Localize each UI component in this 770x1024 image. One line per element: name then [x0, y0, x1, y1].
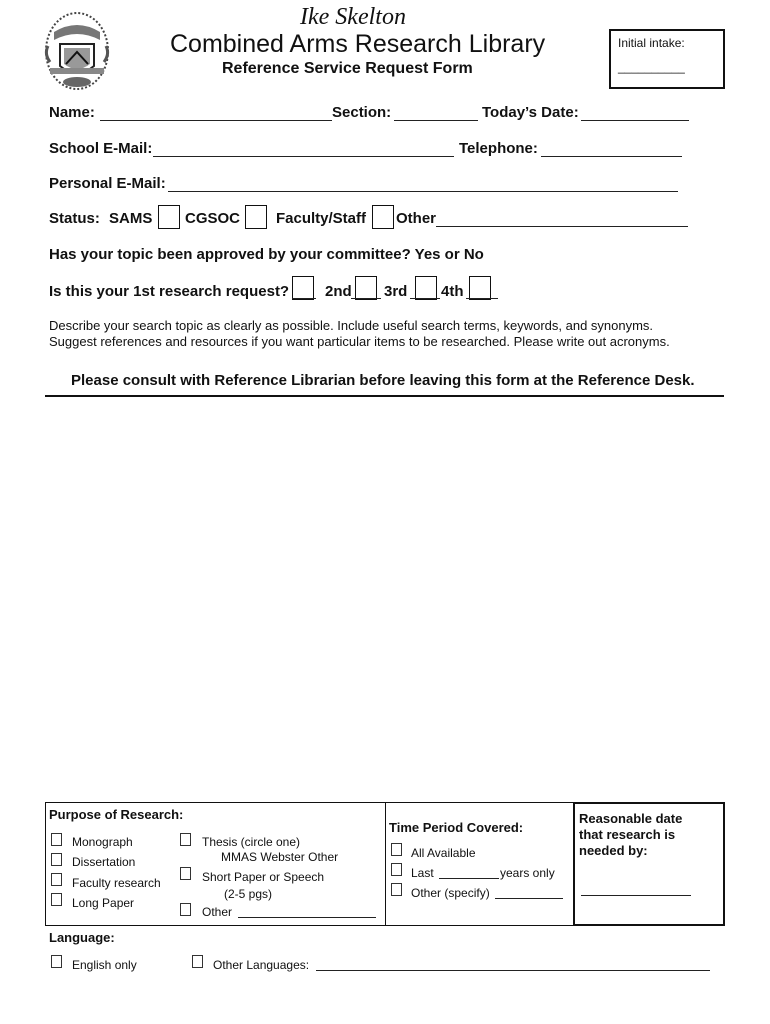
all-available-checkbox[interactable] — [391, 843, 402, 856]
status-faculty-label: Faculty/Staff — [276, 210, 367, 227]
long-paper-label: Long Paper — [72, 896, 135, 910]
personal-email-field[interactable] — [168, 191, 678, 192]
purpose-heading: Purpose of Research: — [49, 807, 184, 822]
status-label: Status: — [49, 210, 100, 227]
fourth-request-underline — [466, 298, 498, 299]
last-years-field[interactable] — [439, 878, 499, 879]
third-request-underline — [410, 298, 440, 299]
english-only-checkbox[interactable] — [51, 955, 62, 968]
first-request-underline — [292, 298, 316, 299]
status-other-label: Other — [396, 210, 437, 227]
date-needed-field[interactable] — [581, 895, 691, 896]
script-title: Ike Skelton — [300, 4, 406, 30]
instructions-line-2: Suggest references and resources if you want particular items to be researched. Please write out acronyms. — [49, 334, 670, 349]
todays-date-label: Today’s Date: — [482, 104, 579, 121]
time-other-label: Other (specify) — [411, 886, 490, 900]
second-request-checkbox[interactable] — [355, 276, 377, 300]
faculty-research-checkbox[interactable] — [51, 873, 62, 886]
third-request-checkbox[interactable] — [415, 276, 437, 300]
intake-label: Initial intake: — [618, 36, 685, 50]
section-label: Section: — [332, 104, 392, 121]
status-faculty-checkbox[interactable] — [372, 205, 394, 229]
status-other-field[interactable] — [436, 226, 688, 227]
approved-question: Has your topic been approved by your committee? Yes or No — [49, 246, 484, 263]
name-label: Name: — [49, 104, 95, 121]
second-request-underline — [351, 298, 381, 299]
short-paper-pages: (2-5 pgs) — [224, 887, 273, 901]
status-cgsoc-checkbox[interactable] — [245, 205, 267, 229]
consult-notice: Please consult with Reference Librarian before leaving this form at the Reference Desk. — [71, 372, 695, 389]
fourth-label: 4th — [441, 283, 464, 300]
date-needed-heading-3: needed by: — [579, 843, 648, 858]
library-name: Combined Arms Research Library — [170, 30, 546, 58]
library-seal-logo — [42, 10, 112, 92]
monograph-checkbox[interactable] — [51, 833, 62, 846]
all-available-label: All Available — [411, 846, 476, 860]
school-email-field[interactable] — [153, 156, 454, 157]
first-request-checkbox[interactable] — [292, 276, 314, 300]
date-needed-heading-1: Reasonable date — [579, 811, 683, 826]
other-languages-checkbox[interactable] — [192, 955, 203, 968]
english-only-label: English only — [72, 958, 137, 972]
topic-divider — [45, 395, 724, 397]
topic-description-area[interactable] — [45, 398, 724, 798]
other-languages-label: Other Languages: — [213, 958, 310, 972]
purpose-other-field[interactable] — [238, 917, 376, 918]
second-label: 2nd — [325, 283, 352, 300]
last-years-checkbox[interactable] — [391, 863, 402, 876]
language-heading: Language: — [49, 930, 115, 945]
dissertation-checkbox[interactable] — [51, 853, 62, 866]
long-paper-checkbox[interactable] — [51, 893, 62, 906]
time-period-heading: Time Period Covered: — [389, 820, 524, 835]
short-paper-checkbox[interactable] — [180, 867, 191, 880]
telephone-label: Telephone: — [459, 140, 538, 157]
last-years-suffix: years only — [500, 866, 555, 880]
status-sams-checkbox[interactable] — [158, 205, 180, 229]
monograph-label: Monograph — [72, 835, 133, 849]
status-sams-label: SAMS — [109, 210, 153, 227]
time-other-field[interactable] — [495, 898, 563, 899]
purpose-other-label: Other — [202, 905, 233, 919]
telephone-field[interactable] — [541, 156, 682, 157]
personal-email-label: Personal E-Mail: — [49, 175, 166, 192]
other-languages-field[interactable] — [316, 970, 710, 971]
fourth-request-checkbox[interactable] — [469, 276, 491, 300]
thesis-label: Thesis (circle one) — [202, 835, 301, 849]
instructions-line-1: Describe your search topic as clearly as possible. Include useful search terms, keywords, and synonyms. — [49, 318, 654, 333]
date-needed-heading-2: that research is — [579, 827, 676, 842]
thesis-options[interactable]: MMAS Webster Other — [221, 850, 339, 864]
school-email-label: School E-Mail: — [49, 140, 153, 157]
third-label: 3rd — [384, 283, 408, 300]
purpose-other-checkbox[interactable] — [180, 903, 191, 916]
faculty-research-label: Faculty research — [72, 876, 161, 890]
intake-blank[interactable]: __________ — [618, 60, 685, 74]
status-cgsoc-label: CGSOC — [185, 210, 241, 227]
section-field[interactable] — [394, 120, 478, 121]
last-years-label: Last — [411, 866, 434, 880]
thesis-checkbox[interactable] — [180, 833, 191, 846]
dissertation-label: Dissertation — [72, 855, 136, 869]
form-title: Reference Service Request Form — [222, 60, 473, 77]
request-question: Is this your 1st research request? — [49, 283, 290, 300]
name-field[interactable] — [100, 120, 332, 121]
todays-date-field[interactable] — [581, 120, 689, 121]
short-paper-label: Short Paper or Speech — [202, 870, 325, 884]
time-other-checkbox[interactable] — [391, 883, 402, 896]
